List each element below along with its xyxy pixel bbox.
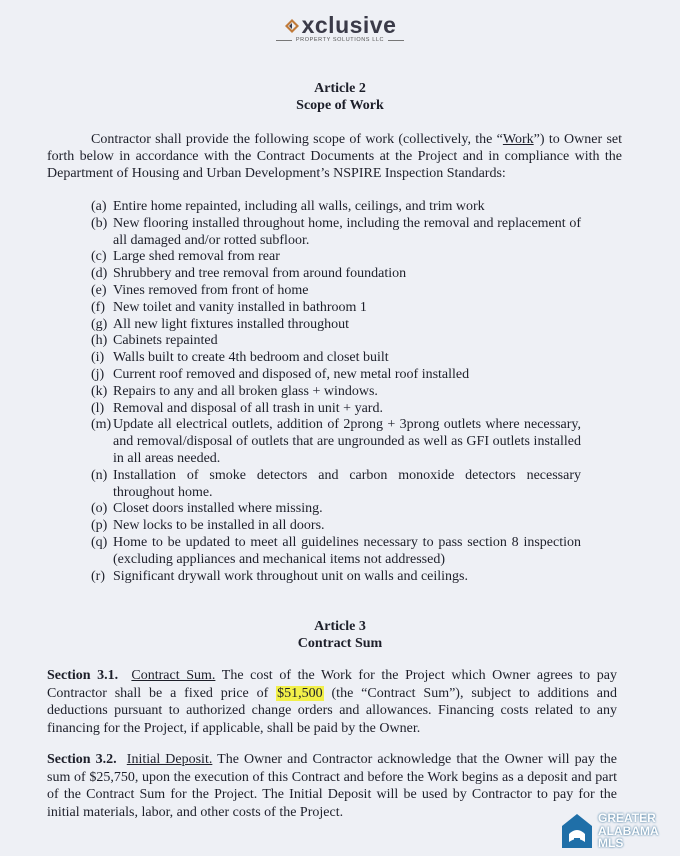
article-2-subtitle: Scope of Work: [296, 98, 384, 113]
scope-item-marker: (f): [91, 299, 105, 315]
scope-item: [91, 350, 581, 367]
scope-of-work-list: [91, 199, 581, 585]
scope-item: [91, 266, 581, 283]
scope-item: [91, 501, 581, 518]
scope-item-text: New toilet and vanity installed in bathroom 1: [113, 299, 367, 315]
scope-item-text: Removal and disposal of all trash in unit + yard.: [113, 400, 383, 416]
scope-item-marker: (j): [91, 366, 105, 382]
scope-item: [91, 367, 581, 384]
scope-item-text: Shrubbery and tree removal from around foundation: [113, 266, 407, 282]
scope-item-text: Repairs to any and all broken glass + windows.: [113, 383, 378, 399]
scope-item: [91, 535, 581, 569]
scope-item-text: Entire home repainted, including all walls, ceilings, and trim work: [113, 199, 485, 214]
scope-item-text: Cabinets repainted: [113, 333, 218, 349]
scope-item-text: Closet doors installed where missing.: [113, 501, 323, 517]
scope-item-text: All new light fixtures installed throughout: [113, 316, 350, 332]
scope-item-text: Home to be updated to meet all guidelines necessary to pass section 8 inspection (excluding appliances and mechanical items not addressed): [113, 534, 581, 567]
scope-item-marker: (p): [91, 518, 108, 534]
scope-item-marker: (a): [91, 199, 107, 214]
scope-intro-paragraph: [47, 131, 622, 182]
scope-item: [91, 216, 581, 250]
section-3-1: [47, 667, 617, 737]
scope-item-marker: (b): [91, 215, 108, 231]
section-3-2: [47, 751, 617, 821]
section-3-2-number: Section 3.2.: [47, 752, 117, 767]
scope-item-marker: (i): [91, 350, 105, 366]
scope-item-text: Update all electrical outlets, addition of 2prong + 3prong outlets where necessary, and removal/disposal of outlets that are ungrounded as well as GFI outlets installed in all areas needed.: [113, 417, 581, 466]
scope-item-marker: (c): [91, 249, 107, 265]
scope-item-marker: (q): [91, 534, 108, 550]
scope-item-text: Walls built to create 4th bedroom and closet built: [113, 350, 389, 366]
scope-item: [91, 468, 581, 502]
logo-brand: xclusive: [301, 12, 397, 38]
section-3-1-caption: Contract Sum.: [131, 668, 216, 683]
watermark-line-2: ALABAMA: [598, 823, 659, 838]
logo-rule-left: [276, 40, 292, 41]
scope-item-text: Installation of smoke detectors and carbon monoxide detectors necessary throughout home.: [113, 467, 581, 500]
scope-item-marker: (g): [91, 316, 108, 332]
section-3-1-text-b: (the “Contract Sum”), subject to additions and deductions pursuant to authorized change orders and allowances. Financing costs related to any financing for the Project, if applicable, shall be paid by the Owner.: [47, 685, 617, 736]
scope-item: [91, 283, 581, 300]
scope-item: [91, 518, 581, 535]
intro-work-term: Work: [502, 132, 534, 147]
scope-item-text: Significant drywall work throughout unit on walls and ceilings.: [113, 568, 469, 584]
scope-item: [91, 199, 581, 216]
scope-item-marker: (n): [91, 467, 108, 483]
article-2-title: Article 2: [314, 81, 366, 96]
logo-rule-right: [388, 40, 404, 41]
scope-item-marker: (d): [91, 266, 108, 282]
scope-item: [91, 300, 581, 317]
greater-alabama-mls-watermark: [560, 809, 678, 853]
scope-item: [91, 249, 581, 266]
scope-item-marker: (m): [91, 417, 112, 433]
logo-tagline: PROPERTY SOLUTIONS LLC: [295, 37, 385, 43]
scope-item: [91, 401, 581, 418]
section-3-1-text-a: The cost of the Work for the Project which Owner agrees to pay Contractor shall be a fixed price of: [47, 668, 617, 701]
scope-item: [91, 417, 581, 467]
scope-item-marker: (l): [91, 400, 105, 416]
scope-item-marker: (o): [91, 501, 108, 517]
watermark-line-3: MLS: [598, 836, 624, 851]
scope-item: [91, 333, 581, 350]
article-3-title: Article 3: [314, 619, 366, 634]
scope-item-text: New flooring installed throughout home, including the removal and replacement of all damaged and/or rotted subfloor.: [113, 215, 581, 248]
watermark-text: [598, 812, 659, 850]
intro-part-a: Contractor shall provide the following scope of work (collectively, the “: [91, 132, 503, 147]
scope-item: [91, 569, 581, 586]
section-3-1-number: Section 3.1.: [47, 668, 119, 683]
scope-item-marker: (r): [91, 568, 105, 584]
section-3-2-text: The Owner and Contractor acknowledge that the Owner will pay the sum of $25,750, upon the execution of this Contract and before the Work begins as a deposit and part of the Contract Sum for the Project. The Initial Deposit will be used by Contractor to pay for the initial materials, labor, and other costs of the Project.: [47, 752, 617, 820]
scope-item: [91, 317, 581, 334]
company-logo: [0, 12, 680, 43]
section-3-2-caption: Initial Deposit.: [126, 752, 213, 767]
scope-item-text: Current roof removed and disposed of, new metal roof installed: [113, 366, 470, 382]
watermark-line-1: GREATER: [598, 811, 656, 826]
article-3-subtitle: Contract Sum: [297, 636, 383, 651]
scope-item-text: New locks to be installed in all doors.: [113, 518, 325, 534]
scope-item-marker: (h): [91, 333, 108, 349]
house-logo-icon: [560, 812, 594, 850]
intro-part-b: ”) to Owner set forth below in accordance with the Contract Documents at the Project and in compliance with the Department of Housing and Urban Development’s NSPIRE Inspection Standards:: [47, 132, 622, 181]
scope-item: [91, 384, 581, 401]
scope-item-text: Vines removed from front of home: [113, 282, 309, 298]
contract-sum-amount: $51,500: [277, 685, 323, 701]
scope-item-text: Large shed removal from rear: [113, 249, 280, 265]
scope-item-marker: (e): [91, 282, 107, 298]
diamond-logo-icon: [284, 18, 300, 34]
scope-item-marker: (k): [91, 383, 108, 399]
